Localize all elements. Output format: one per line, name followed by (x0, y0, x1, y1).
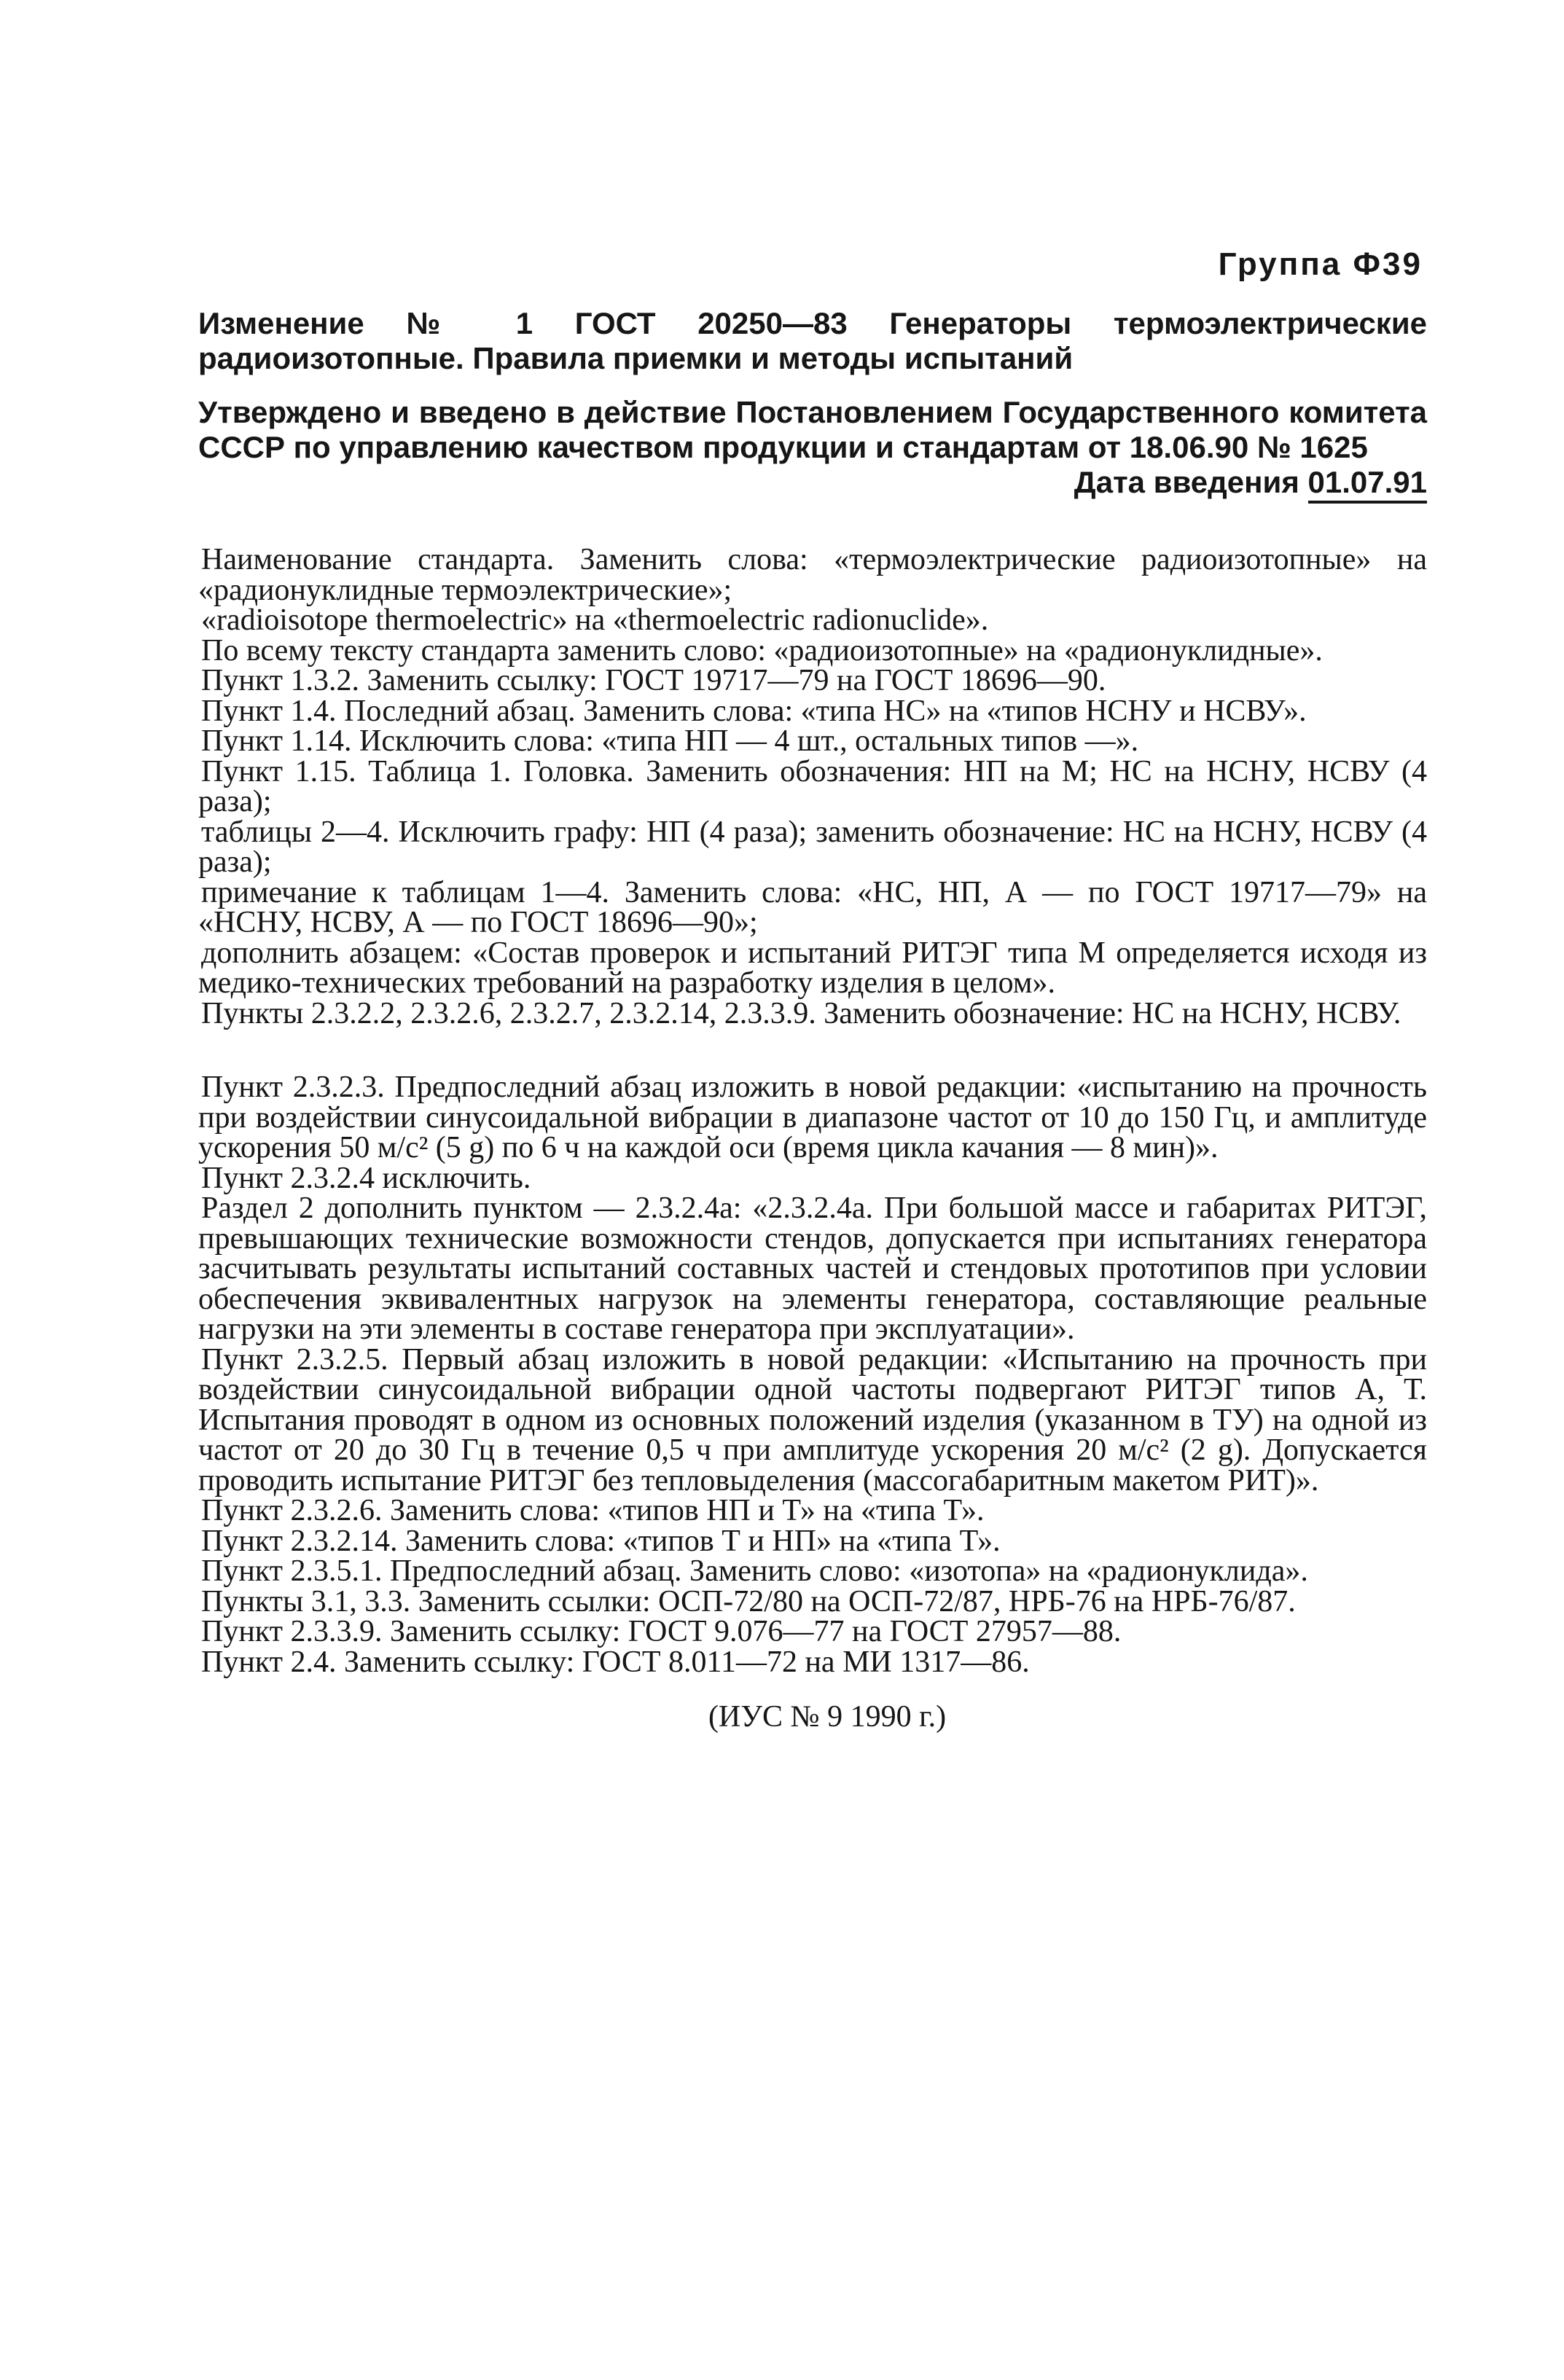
effective-date-line (198, 465, 1427, 500)
amendment-paragraph: Пункт 1.15. Таблица 1. Головка. Заменить обозначения: НП на М; НС на НСНУ, НСВУ (4 раза); (198, 754, 1427, 818)
change-title: Изменение № 1 ГОСТ 20250—83 Генераторы термоэлектрические радиоизотопные. Правила приемки и методы испытаний (198, 306, 1427, 375)
amendment-paragraph: Пункт 1.14. Исключить слова: «типа НП — 4 шт., остальных типов —». (201, 724, 1139, 758)
amendments-section-1 (198, 545, 1427, 1029)
approval-statement: Утверждено и введено в действие Постановлением Государственного комитета СССР по управлению качеством продукции и стандартам от 18.06.90 № 1625 (198, 395, 1427, 464)
amendment-paragraph: Пункт 2.3.5.1. Предпоследний абзац. Заменить слово: «изотопа» на «радионуклида». (201, 1554, 1308, 1588)
amendment-paragraph: Пункты 3.1, 3.3. Заменить ссылки: ОСП-72/80 на ОСП-72/87, НРБ-76 на НРБ-76/87. (201, 1584, 1296, 1618)
amendment-paragraph: Пункт 2.3.3.9. Заменить ссылку: ГОСТ 9.076—77 на ГОСТ 27957—88. (201, 1615, 1122, 1648)
amendments-section-2 (198, 1070, 1427, 1679)
amendment-paragraph: Пункты 2.3.2.2, 2.3.2.6, 2.3.2.7, 2.3.2.14, 2.3.3.9. Заменить обозначение: НС на НСНУ, НСВУ. (201, 996, 1401, 1030)
amendment-paragraph: Пункт 2.3.2.6. Заменить слова: «типов НП и Т» на «типа Т». (201, 1494, 985, 1527)
amendment-paragraph: Пункт 2.3.2.5. Первый абзац изложить в новой редакции: «Испытанию на прочность при воздействии синусоидальной вибрации одной частоты подвергают РИТЭГ типов А, Т. Испытания проводят в одном из основных положений изделия (указанном в ТУ) на одной из частот от 20 до 30 Гц в течение 0,5 ч при амплитуде ускорения 20 м/с² (2 g). Допускается проводить испытание РИТЭГ без тепловыделения (массогабаритным макетом РИТ)». (198, 1342, 1427, 1498)
effective-date-label: Дата введения (1074, 465, 1308, 499)
amendment-paragraph: дополнить абзацем: «Состав проверок и испытаний РИТЭГ типа М определяется исходя из медико-технических требований на разработку изделия в целом». (198, 936, 1427, 1000)
amendment-paragraph: таблицы 2—4. Исключить графу: НП (4 раза); заменить обозначение: НС на НСНУ, НСВУ (4 раза); (198, 815, 1427, 879)
amendment-paragraph: Пункт 2.3.2.14. Заменить слова: «типов Т и НП» на «типа Т». (201, 1524, 1001, 1558)
amendment-paragraph: Пункт 2.4. Заменить ссылку: ГОСТ 8.011—72 на МИ 1317—86. (201, 1645, 1030, 1679)
effective-date-value: 01.07.91 (1308, 465, 1428, 504)
group-label: Группа Ф39 (1218, 246, 1423, 282)
publication-reference: (ИУС № 9 1990 г.) (708, 1700, 947, 1734)
amendment-paragraph: Раздел 2 дополнить пунктом — 2.3.2.4а: «2.3.2.4а. При большой массе и габаритах РИТЭГ, превышающих технические возможности стендов, допускается при испытаниях генератора засчитывать результаты испытаний составных частей и стендовых прототипов при условии обеспечения эквивалентных нагрузок на элементы генератора, составляющие реальные нагрузки на эти элементы в составе генератора при эксплуатации». (198, 1191, 1427, 1346)
document-content (198, 306, 1427, 1734)
amendment-paragraph: Пункт 1.3.2. Заменить ссылку: ГОСТ 19717—79 на ГОСТ 18696—90. (201, 664, 1106, 697)
amendment-paragraph: Пункт 2.3.2.3. Предпоследний абзац изложить в новой редакции: «испытанию на прочность при воздействии синусоидальной вибрации в диапазоне частот от 10 до 150 Гц, и амплитуде ускорения 50 м/с² (5 g) по 6 ч на каждой оси (время цикла качания — 8 мин)». (198, 1070, 1427, 1164)
amendment-paragraph: По всему тексту стандарта заменить слово: «радиоизотопные» на «радионуклидные». (201, 633, 1323, 668)
amendment-paragraph: примечание к таблицам 1—4. Заменить слова: «НС, НП, А — по ГОСТ 19717—79» на «НСНУ, НСВУ, А — по ГОСТ 18696—90»; (198, 875, 1427, 939)
amendment-paragraph: Пункт 1.4. Последний абзац. Заменить слова: «типа НС» на «типов НСНУ и НСВУ». (201, 694, 1307, 728)
amendment-paragraph: Наименование стандарта. Заменить слова: «термоэлектрические радиоизотопные» на «радионуклидные термоэлектрические»; (198, 543, 1427, 607)
amendment-paragraph: «radioisotope thermoelectric» на «thermoelectric radionuclide». (201, 603, 989, 637)
amendment-paragraph: Пункт 2.3.2.4 исключить. (201, 1161, 531, 1195)
